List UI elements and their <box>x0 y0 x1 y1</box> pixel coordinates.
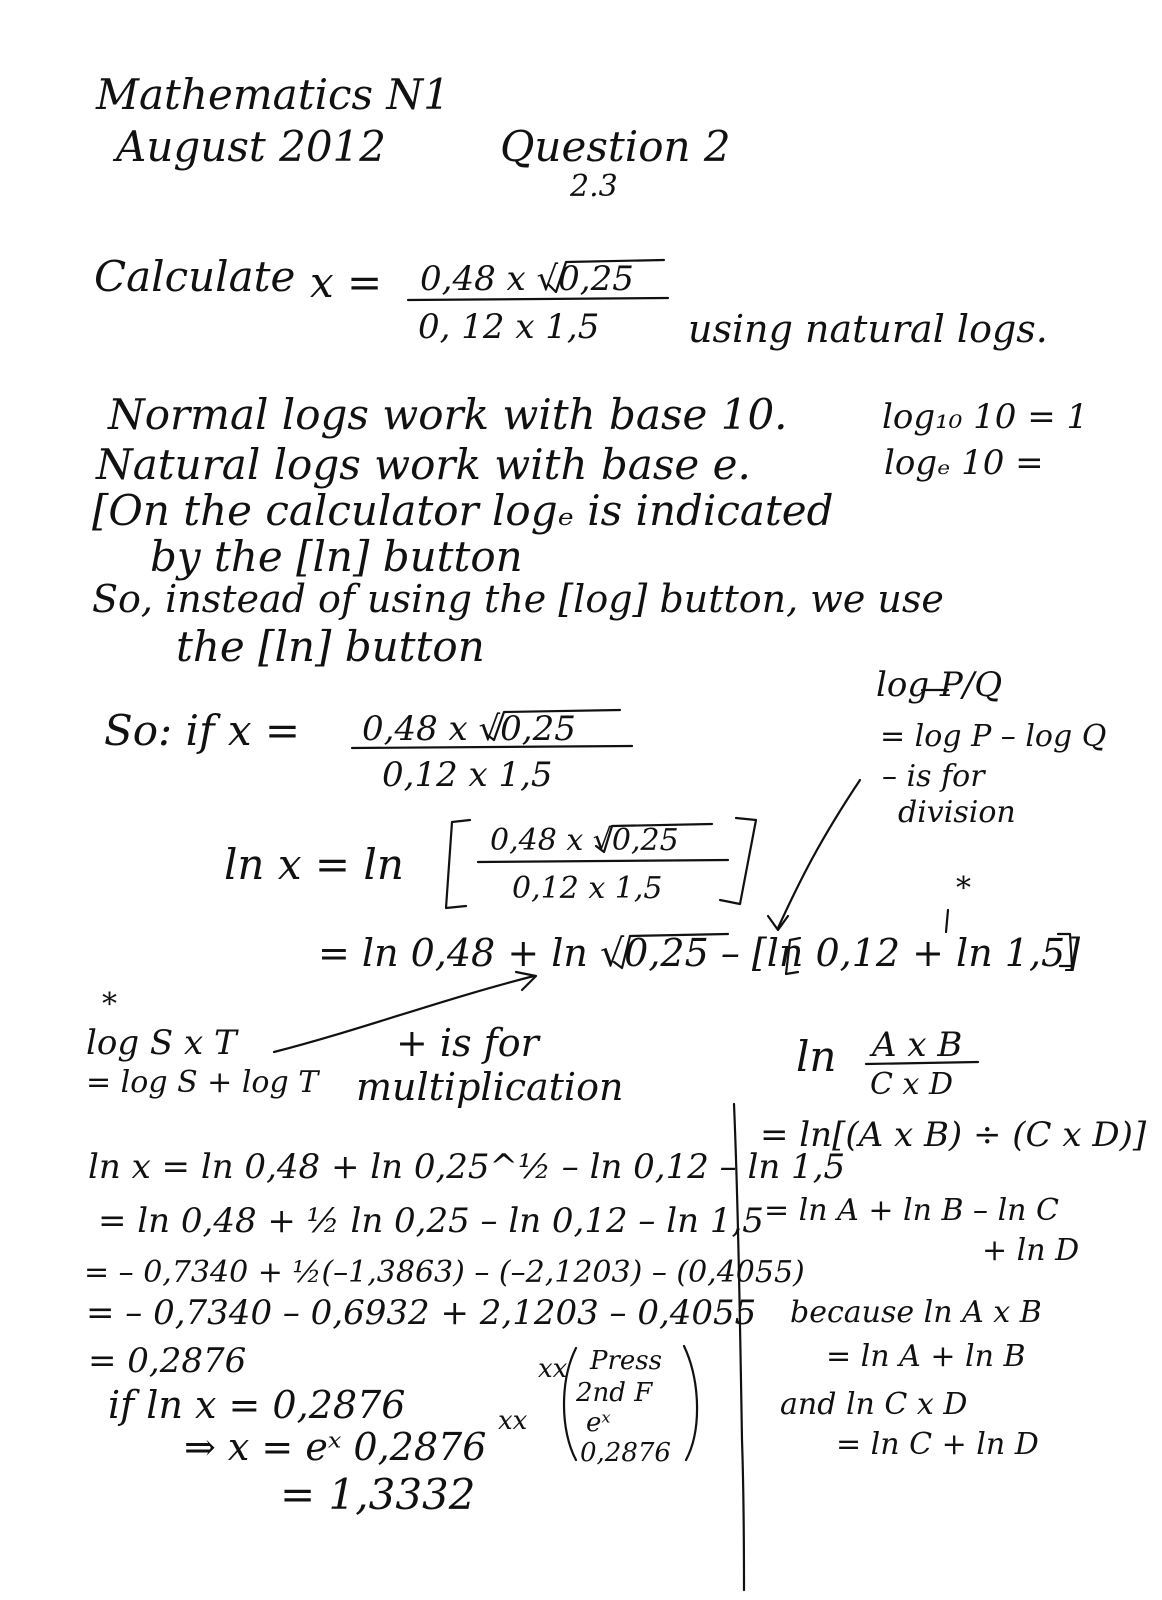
step2-left-bracket <box>446 820 470 908</box>
step1-numerator: 0,48 x √0,25 <box>362 709 576 749</box>
note-natural-logs: Natural logs work with base e. <box>96 440 751 489</box>
side-step2b: + ln D <box>982 1233 1080 1268</box>
side-because-2: = ln A + ln B <box>826 1339 1026 1374</box>
step3-star: * <box>956 871 971 906</box>
step1-radical <box>486 710 620 740</box>
quotient-rule-title: log P/Q <box>876 665 1003 705</box>
side-ln: ln <box>796 1032 837 1081</box>
calc-ex: eˣ <box>586 1408 611 1438</box>
task-lhs: x = <box>310 258 383 307</box>
product-star: * <box>102 987 117 1022</box>
quotient-rule: = log P – log Q <box>880 719 1107 754</box>
vertical-divider <box>734 1104 744 1590</box>
side-and-2: = ln C + ln D <box>836 1427 1039 1462</box>
side-fraction-bar <box>866 1062 978 1064</box>
question-number: Question 2 <box>500 122 731 171</box>
note-loge: logₑ 10 = <box>884 443 1044 483</box>
step3-left-bracket <box>786 938 800 974</box>
task-numerator: 0,48 x √0,25 <box>420 259 634 299</box>
step3-line: = ln 0,48 + ln √0,25 – [ln 0,12 + ln 1,5] <box>318 931 1081 975</box>
task-suffix: using natural logs. <box>688 307 1048 351</box>
working-line-5: = 0,2876 <box>88 1341 247 1381</box>
quotient-note-2: division <box>898 795 1016 830</box>
working-line-6: if ln x = 0,2876 <box>108 1383 406 1427</box>
note-normal-logs: Normal logs work with base 10. <box>108 390 788 439</box>
step2-numerator: 0,48 x √0,25 <box>490 823 679 858</box>
note-log10: log₁₀ 10 = 1 <box>882 397 1089 437</box>
side-frac-num: A x B <box>872 1025 963 1065</box>
task-radical <box>548 260 664 292</box>
question-part: 2.3 <box>570 169 618 204</box>
calc-right-paren <box>684 1346 697 1460</box>
step2-denominator: 0,12 x 1,5 <box>512 871 663 906</box>
arrow-quotient <box>778 780 860 928</box>
side-because: because ln A x B <box>790 1295 1042 1330</box>
note-calculator: [On the calculator logₑ is indicated <box>92 486 834 535</box>
exam-date: August 2012 <box>116 122 386 171</box>
working-line-7: ⇒ x = eˣ 0,2876 <box>184 1425 487 1469</box>
step1-label: So: if x = <box>104 706 301 755</box>
step2-fraction-bar <box>478 860 728 862</box>
side-step2: = ln A + ln B – ln C <box>764 1193 1059 1228</box>
side-step1: = ln[(A x B) ÷ (C x D)] <box>760 1115 1147 1155</box>
working-line-3: = – 0,7340 + ½(–1,3863) – (–2,1203) – (0,4055) <box>84 1255 805 1290</box>
arrow-product <box>274 976 534 1052</box>
step1-denominator: 0,12 x 1,5 <box>382 755 553 795</box>
note-ln-button: by the [ln] button <box>150 532 523 581</box>
note-use-ln: the [ln] button <box>176 622 485 671</box>
product-rule: = log S + log T <box>86 1065 319 1100</box>
step3-right-bracket <box>1058 934 1072 966</box>
product-note-1: + is for <box>396 1021 539 1065</box>
arrow-star <box>946 910 948 932</box>
quotient-note-1: – is for <box>882 759 985 794</box>
step3-radical <box>614 934 728 968</box>
task-prefix: Calculate <box>94 252 296 301</box>
product-rule-title: log S x T <box>86 1023 237 1063</box>
calc-press: Press <box>590 1346 662 1376</box>
calc-marker: xx <box>538 1354 568 1384</box>
working-line-1: ln x = ln 0,48 + ln 0,25^½ – ln 0,12 – ln 1,5 <box>88 1147 846 1187</box>
task-fraction-bar <box>408 298 668 300</box>
subject-title: Mathematics N1 <box>96 70 450 119</box>
calc-2ndf: 2nd F <box>576 1378 653 1408</box>
calc-left-paren <box>564 1348 576 1460</box>
side-frac-den: C x D <box>870 1067 953 1102</box>
working-line-2: = ln 0,48 + ½ ln 0,25 – ln 0,12 – ln 1,5 <box>98 1201 764 1241</box>
step1-fraction-bar <box>352 746 632 748</box>
note-instead: So, instead of using the [log] button, we use <box>92 577 944 621</box>
working-line-4: = – 0,7340 – 0,6932 + 2,1203 – 0,4055 <box>86 1293 757 1333</box>
calc-marker-2: xx <box>498 1406 528 1436</box>
step2-lhs: ln x = ln <box>224 840 404 889</box>
product-note-2: multiplication <box>356 1065 624 1109</box>
calc-value: 0,2876 <box>580 1438 671 1468</box>
step2-radical <box>596 824 712 852</box>
task-denominator: 0, 12 x 1,5 <box>418 307 600 347</box>
working-line-8: = 1,3332 <box>280 1470 476 1519</box>
side-and: and ln C x D <box>780 1387 968 1422</box>
